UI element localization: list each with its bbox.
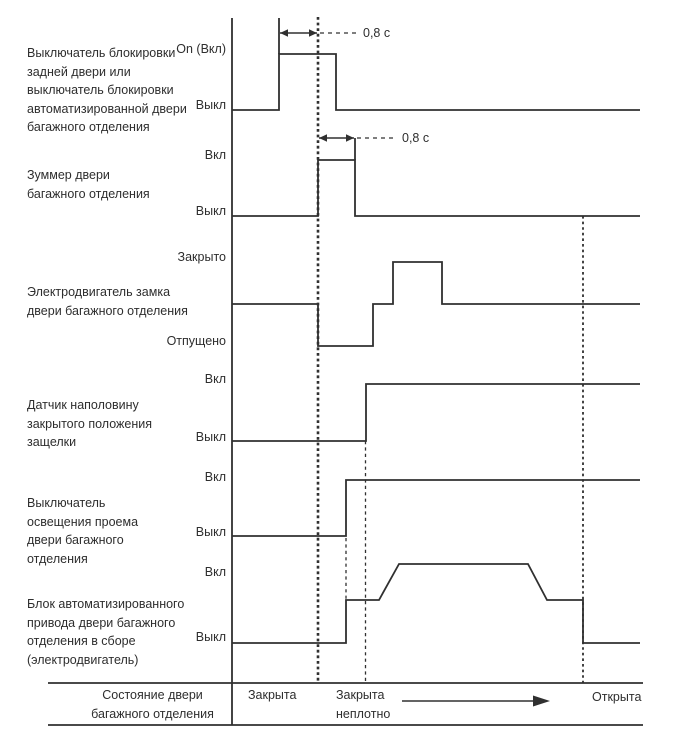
level-label-rear-door-lock-switch-0: On (Вкл) bbox=[176, 42, 226, 56]
door-state-line: неплотно bbox=[336, 706, 391, 721]
level-label-rear-door-lock-switch-1: Выкл bbox=[195, 98, 226, 112]
interval-arrowhead-left bbox=[280, 29, 288, 37]
signal-label-line: Электродвигатель замка bbox=[27, 285, 171, 299]
signal-label-line: багажного отделения bbox=[27, 120, 150, 134]
signal-label-line: защелки bbox=[27, 435, 77, 449]
door-state-closed bbox=[248, 686, 296, 705]
waveform-rear-door-lock-switch bbox=[232, 54, 640, 110]
waveform-power-door-drive-unit bbox=[232, 564, 640, 643]
level-label-luggage-door-lock-motor-0: Закрыто bbox=[177, 250, 226, 264]
level-label-power-door-drive-unit-0: Вкл bbox=[204, 565, 226, 579]
waveform-luggage-door-buzzer bbox=[232, 160, 640, 216]
level-label-luggage-door-buzzer-0: Вкл bbox=[204, 148, 226, 162]
waveform-door-opening-light-switch bbox=[232, 480, 640, 536]
waveform-half-closed-latch-sensor bbox=[232, 384, 640, 441]
door-state-header bbox=[90, 686, 215, 723]
signal-label-line: задней двери или bbox=[27, 64, 131, 79]
door-state-line: Открыта bbox=[592, 690, 642, 704]
signal-label-line: закрытого положения bbox=[27, 416, 152, 431]
door-state-header-line: багажного отделения bbox=[91, 706, 214, 721]
signal-label-line: отделения bbox=[27, 551, 88, 566]
level-label-luggage-door-buzzer-1: Выкл bbox=[195, 204, 226, 218]
signal-label-line: выключатель блокировки bbox=[27, 83, 174, 97]
level-label-door-opening-light-switch-0: Вкл bbox=[204, 470, 226, 484]
signal-label-line: привода двери багажного bbox=[27, 615, 176, 630]
signal-label-line: Датчик наполовину bbox=[27, 398, 139, 412]
time-annotation-label: 0,8 с bbox=[363, 26, 391, 40]
level-label-door-opening-light-switch-1: Выкл bbox=[195, 525, 226, 539]
waveform-luggage-door-lock-motor bbox=[232, 262, 640, 346]
door-state-header-line: Состояние двери bbox=[102, 688, 203, 702]
signal-label-line: отделения в сборе bbox=[27, 634, 136, 648]
signal-label-line: Блок автоматизированного bbox=[27, 597, 185, 611]
level-label-half-closed-latch-sensor-0: Вкл bbox=[204, 372, 226, 386]
signal-label-line: автоматизированной двери bbox=[27, 101, 187, 116]
interval-arrowhead-right bbox=[346, 134, 354, 142]
signal-label-line: Выключатель bbox=[27, 496, 106, 510]
signal-label-line: освещения проема bbox=[27, 514, 139, 529]
door-state-line: Закрыта bbox=[248, 688, 297, 702]
level-label-power-door-drive-unit-1: Выкл bbox=[195, 630, 226, 644]
level-label-luggage-door-lock-motor-1: Отпущено bbox=[166, 334, 226, 348]
signal-label-line: (электродвигатель) bbox=[27, 652, 139, 667]
signal-label-line: Зуммер двери bbox=[27, 168, 110, 182]
signal-label-luggage-door-lock-motor bbox=[27, 283, 188, 320]
signal-label-line: Выключатель блокировки bbox=[27, 46, 176, 60]
level-label-half-closed-latch-sensor-1: Выкл bbox=[195, 430, 226, 444]
door-state-closed-loosely bbox=[336, 686, 390, 723]
signal-label-line: багажного отделения bbox=[27, 186, 150, 201]
door-state-line: Закрыта bbox=[336, 688, 385, 702]
signal-label-line: двери багажного отделения bbox=[27, 303, 188, 318]
state-progress-arrowhead bbox=[533, 696, 550, 707]
interval-arrowhead-right bbox=[309, 29, 317, 37]
door-state-open bbox=[592, 688, 641, 707]
time-annotation-label: 0,8 с bbox=[402, 131, 430, 145]
signal-label-luggage-door-buzzer bbox=[27, 166, 150, 203]
signal-label-line: двери багажного bbox=[27, 533, 124, 547]
interval-arrowhead-left bbox=[319, 134, 327, 142]
